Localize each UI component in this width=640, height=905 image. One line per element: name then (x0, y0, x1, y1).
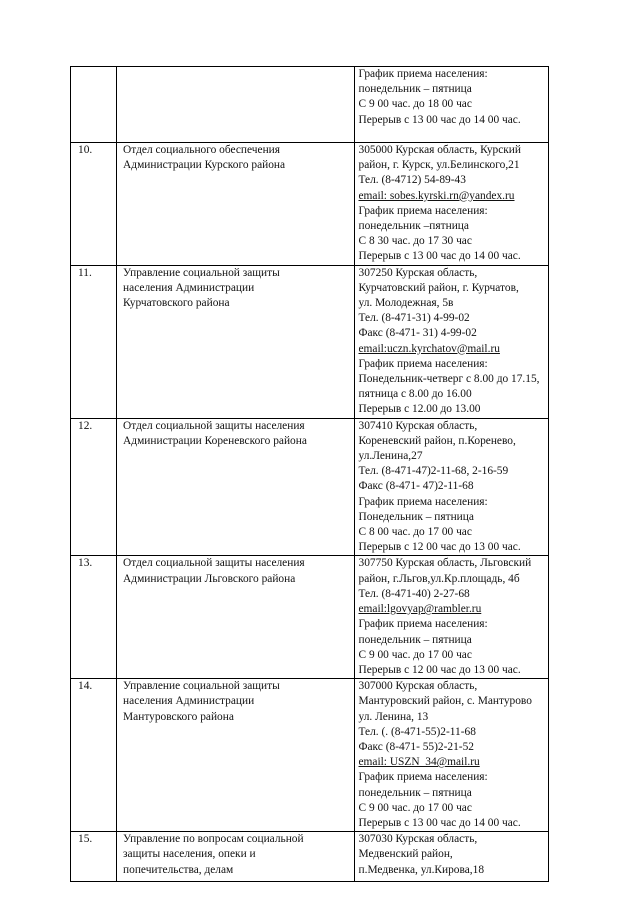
contact-line: ул.Ленина,27 (358, 450, 423, 463)
organization-name-line: Администрации Льговского района (123, 572, 296, 585)
contact-line: С 8 00 час. до 17 00 час (358, 526, 472, 539)
row-number: 10. (71, 143, 117, 266)
contact-line: С 9 00 час. до 17 00 час (358, 648, 472, 661)
organization-name-line: Отдел социального обеспечения (123, 144, 281, 156)
contact-line: График приема населения: (358, 204, 488, 217)
organization-name (117, 143, 354, 266)
contact-line: Перерыв с 13 00 час до 14 00 час. (358, 816, 521, 829)
contact-info (354, 679, 549, 832)
email-line[interactable]: email:uczn.kyrchatov@mail.ru (358, 342, 500, 355)
contact-line: График приема населения: (358, 771, 488, 784)
contact-line: С 9 00 час. до 18 00 час (358, 98, 472, 111)
contact-line: ул. Молодежная, 5в (358, 297, 454, 310)
organization-name-line: Управление социальной защиты (123, 680, 280, 693)
contact-line: район, г. Курск, ул.Белинского,21 (358, 159, 520, 172)
organization-name-line: Управление социальной защиты (123, 266, 280, 279)
row-number: 15. (71, 832, 117, 882)
contact-line: С 8 30 час. до 17 30 час (358, 235, 472, 248)
contact-line: 307000 Курская область, (358, 680, 478, 693)
contact-line: Перерыв с 13 00 час до 14 00 час. (358, 113, 521, 126)
contact-info (354, 832, 549, 882)
email-line[interactable]: email: USZN_34@mail.ru (358, 756, 480, 769)
organization-name-line: Отдел социальной защиты населения (123, 419, 305, 432)
contact-line: График приема населения: (358, 357, 488, 370)
contact-line: пятница с 8.00 до 16.00 (358, 388, 472, 401)
contact-info (354, 67, 549, 143)
email-line[interactable]: email: sobes.kyrski.rn@yandex.ru (358, 189, 515, 202)
table-row (71, 556, 549, 679)
contact-line: Кореневский район, п.Коренево, (358, 434, 516, 447)
organization-name (117, 67, 354, 143)
contact-line: 307250 Курская область, (358, 266, 478, 279)
organization-name (117, 418, 354, 556)
contact-line: Перерыв с 12 00 час до 13 00 час. (358, 541, 521, 554)
table-body (71, 67, 549, 882)
organization-name (117, 679, 354, 832)
contact-line: Тел. (8-471-31) 4-99-02 (358, 312, 470, 325)
contact-line: 307750 Курская область, Льговский (358, 557, 532, 570)
contact-line: Перерыв с 12 00 час до 13 00 час. (358, 663, 521, 676)
contact-line: п.Медвенка, ул.Кирова,18 (358, 863, 485, 876)
table-row (71, 679, 549, 832)
contact-line: Тел. (. (8-471-55)2-11-68 (358, 725, 476, 738)
organization-name (117, 832, 354, 882)
contact-line: понедельник –пятница (358, 220, 469, 233)
email-line[interactable]: email:lgovyap@rambler.ru (358, 603, 482, 616)
contact-line: Понедельник-четверг с 8.00 до 17.15, (358, 373, 540, 386)
organization-name-line: населения Администрации (123, 695, 255, 708)
contact-line: 307410 Курская область, (358, 419, 478, 432)
contact-line: Факс (8-471- 31) 4-99-02 (358, 327, 477, 340)
contact-line: Понедельник – пятница (358, 510, 474, 523)
contact-line: Мантуровский район, с. Мантурово (358, 695, 532, 708)
contact-line: ул. Ленина, 13 (358, 710, 429, 723)
row-number: 14. (71, 679, 117, 832)
organization-name (117, 556, 354, 679)
organization-name-line: Мантуровского района (123, 710, 234, 723)
social-protection-contacts-table (70, 66, 549, 882)
contact-line: Факс (8-471- 47)2-11-68 (358, 480, 474, 493)
contact-line: 307030 Курская область, (358, 833, 478, 846)
contact-line: район, г.Льгов,ул.Кр.площадь, 4б (358, 572, 520, 585)
contact-info (354, 143, 549, 266)
organization-name-line: Администрации Курского района (123, 159, 286, 172)
contact-line: С 9 00 час. до 17 00 час (358, 801, 472, 814)
table-row (71, 67, 549, 143)
contact-line: Медвенский район, (358, 848, 453, 861)
organization-name (117, 265, 354, 418)
organization-name-line: Курчатовского района (123, 297, 230, 310)
contact-line: Тел. (8-471-47)2-11-68, 2-16-59 (358, 465, 509, 478)
row-number (71, 67, 117, 143)
contact-line: 305000 Курская область, Курский (358, 144, 521, 156)
contact-line: понедельник – пятница (358, 83, 472, 96)
contact-line: График приема населения: (358, 618, 488, 631)
contact-info (354, 556, 549, 679)
contact-line: График приема населения: (358, 68, 488, 80)
table-row (71, 832, 549, 882)
contact-line: График приема населения: (358, 495, 488, 508)
row-number: 13. (71, 556, 117, 679)
contact-line: Перерыв с 12.00 до 13.00 (358, 403, 481, 416)
contact-line: Перерыв с 13 00 час до 14 00 час. (358, 250, 521, 263)
organization-name-line: населения Администрации (123, 281, 255, 294)
organization-name-line: Администрации Кореневского района (123, 434, 307, 447)
row-number: 11. (71, 265, 117, 418)
contact-line: Курчатовский район, г. Курчатов, (358, 281, 519, 294)
table-row (71, 418, 549, 556)
contact-info (354, 418, 549, 556)
organization-name-line: попечительства, делам (123, 863, 234, 876)
contact-line: Тел. (8-4712) 54-89-43 (358, 174, 466, 187)
table-row (71, 265, 549, 418)
contact-line: Тел. (8-471-40) 2-27-68 (358, 587, 470, 600)
contact-info (354, 265, 549, 418)
contact-line: Факс (8-471- 55)2-21-52 (358, 740, 474, 753)
contact-line: понедельник – пятница (358, 633, 472, 646)
organization-name-line: защиты населения, опеки и (123, 848, 256, 861)
table-row (71, 143, 549, 266)
row-number: 12. (71, 418, 117, 556)
contact-line: понедельник – пятница (358, 786, 472, 799)
organization-name-line: Отдел социальной защиты населения (123, 557, 305, 570)
organization-name-line: Управление по вопросам социальной (123, 833, 304, 846)
